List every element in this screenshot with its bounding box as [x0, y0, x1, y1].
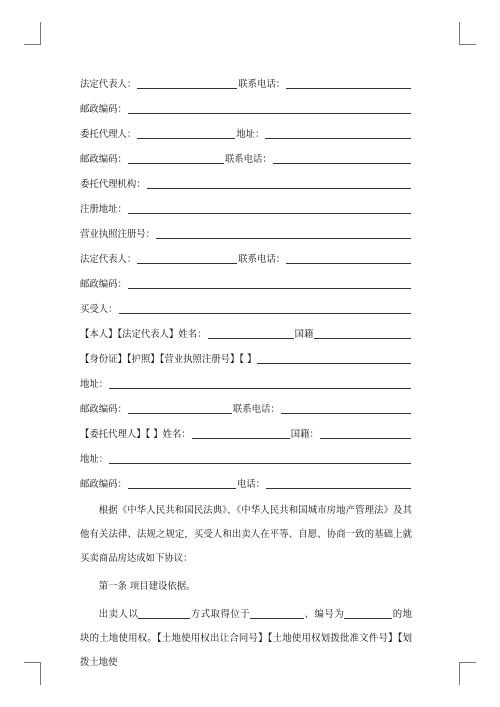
crop-mark-bottom-right	[459, 662, 476, 685]
label-postcode: 邮政编码：	[80, 404, 127, 415]
label-postcode: 邮政编码：	[80, 479, 127, 490]
form-row-buyer-agent	[80, 416, 412, 441]
article-1-paragraph	[80, 603, 412, 675]
field-agent[interactable]	[137, 127, 235, 139]
form-row-reg-address	[80, 191, 412, 216]
form-row-agent-address	[80, 441, 412, 466]
article-1-heading: 第一条 项目建设依据。	[98, 581, 196, 592]
field-address[interactable]	[109, 377, 411, 389]
label-postcode: 邮政编码：	[80, 104, 127, 115]
field-phone[interactable]	[286, 252, 411, 264]
form-row-legal-rep-2	[80, 241, 412, 266]
field-land-location[interactable]	[250, 608, 304, 619]
label-phone: 联系电话：	[238, 254, 286, 265]
field-address[interactable]	[265, 127, 411, 139]
label-postcode: 邮政编码：	[80, 154, 127, 165]
label-nationality: 国籍	[294, 329, 314, 340]
label-agency: 委托代理机构：	[80, 179, 146, 190]
clause-text: 的地块的土地使用权。【土地使用权出让合同号】【土地使用权划拨批准文件号】【划拨土地使	[80, 609, 412, 668]
form-row-agent-contact	[80, 466, 412, 491]
label-nationality: 国籍：	[290, 429, 319, 440]
label-agent: 委托代理人：	[80, 129, 137, 140]
label-address: 地址：	[236, 129, 265, 140]
label-phone: 电话：	[236, 479, 266, 490]
form-row-buyer-name	[80, 316, 412, 341]
field-phone[interactable]	[273, 152, 411, 164]
field-plot-number[interactable]	[344, 608, 392, 619]
form-row-license	[80, 216, 412, 241]
field-buyer[interactable]	[119, 302, 411, 314]
field-nationality[interactable]	[314, 327, 411, 339]
field-postcode[interactable]	[128, 152, 224, 164]
field-license[interactable]	[156, 227, 411, 239]
field-id-number[interactable]	[257, 352, 411, 364]
label-reg-address: 注册地址：	[80, 204, 127, 215]
crop-mark-top-left	[24, 22, 41, 45]
form-row-postcode-2	[80, 266, 412, 291]
label-buyer-name: 【本人】【法定代表人】姓名：	[80, 329, 207, 340]
clause-text: 出卖人以	[98, 609, 139, 620]
label-phone: 联系电话：	[238, 79, 286, 90]
clause-text: 方式取得位于	[190, 609, 251, 620]
field-agent-name[interactable]	[192, 427, 290, 439]
field-reg-address[interactable]	[128, 202, 411, 214]
field-legal-rep[interactable]	[137, 252, 237, 264]
label-legal-rep: 法定代表人：	[80, 254, 137, 265]
label-phone: 联系电话：	[232, 404, 280, 415]
field-postcode[interactable]	[128, 102, 411, 114]
label-phone: 联系电话：	[224, 154, 272, 165]
contract-page-content	[80, 66, 412, 675]
label-license: 营业执照注册号：	[80, 229, 156, 240]
crop-mark-bottom-left	[24, 662, 41, 685]
intro-paragraph: 根据《中华人民共和国民法典》、《中华人民共和国城市房地产管理法》及其他有关法律、法规之规定，买受人和出卖人在平等、自愿、协商一致的基础上就买卖商品房达成如下协议：	[80, 505, 412, 564]
field-postcode[interactable]	[128, 477, 236, 489]
field-postcode[interactable]	[128, 277, 411, 289]
field-address[interactable]	[109, 452, 411, 464]
field-phone[interactable]	[266, 477, 411, 489]
field-agency[interactable]	[147, 177, 411, 189]
label-legal-rep: 法定代表人：	[80, 79, 137, 90]
form-row-buyer-postcode	[80, 391, 412, 416]
clause-text: 、编号为	[304, 609, 345, 620]
form-row-legal-rep	[80, 66, 412, 91]
field-phone[interactable]	[281, 402, 411, 414]
crop-mark-top-right	[459, 22, 476, 45]
label-address: 地址：	[80, 454, 109, 465]
field-acquisition-method[interactable]	[138, 608, 190, 619]
form-row-id-type	[80, 341, 412, 366]
field-legal-rep[interactable]	[137, 77, 237, 89]
field-postcode[interactable]	[128, 402, 232, 414]
form-row-buyer	[80, 291, 412, 316]
form-row-postcode	[80, 91, 412, 116]
form-row-agency	[80, 166, 412, 191]
field-phone[interactable]	[286, 77, 411, 89]
form-row-agent	[80, 116, 412, 141]
label-postcode: 邮政编码：	[80, 279, 127, 290]
label-address: 地址：	[80, 379, 109, 390]
form-row-buyer-address	[80, 366, 412, 391]
label-buyer-agent: 【委托代理人】【 】姓名：	[80, 429, 191, 440]
label-buyer: 买受人：	[80, 304, 118, 315]
field-nationality[interactable]	[320, 427, 411, 439]
field-buyer-name[interactable]	[208, 327, 294, 339]
label-id-type: 【身份证】【护照】【营业执照注册号】【 】	[80, 354, 257, 365]
form-row-agent-postcode	[80, 141, 412, 166]
